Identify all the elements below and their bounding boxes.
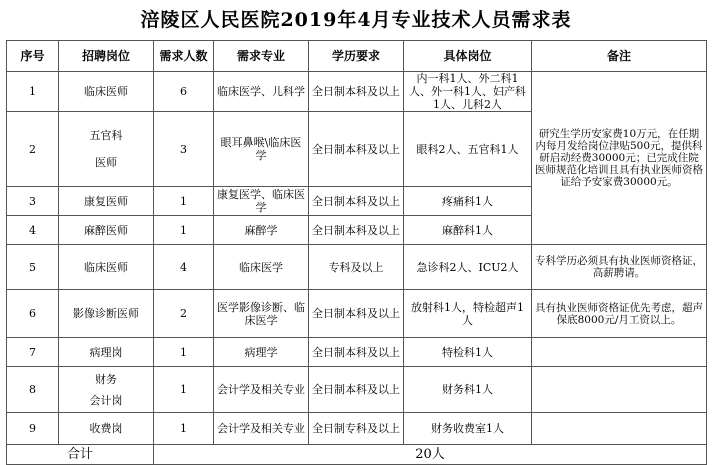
cell-note: 具有执业医师资格证优先考虑，超声保底8000元/月工资以上。 bbox=[532, 290, 707, 338]
cell-position: 收费岗 bbox=[59, 413, 154, 445]
header-major: 需求专业 bbox=[214, 41, 309, 72]
cell-detail: 急诊科2人、ICU2人 bbox=[404, 245, 532, 290]
cell-education: 全日制本科及以上 bbox=[309, 338, 404, 367]
cell-major: 会计学及相关专业 bbox=[214, 367, 309, 413]
page-title: 涪陵区人民医院2019年4月专业技术人员需求表 bbox=[140, 9, 572, 31]
cell-position-line1: 五官科 bbox=[89, 129, 123, 142]
cell-detail: 财务科1人 bbox=[404, 367, 532, 413]
table-row bbox=[7, 367, 707, 413]
cell-position: 麻醉医师 bbox=[59, 216, 154, 245]
cell-count: 3 bbox=[154, 112, 214, 187]
cell-count: 1 bbox=[154, 338, 214, 367]
cell-position: 影像诊断医师 bbox=[59, 290, 154, 338]
cell-detail: 眼科2人、五官科1人 bbox=[404, 112, 532, 187]
cell-major: 临床医学 bbox=[214, 245, 309, 290]
cell-position: 康复医师 bbox=[59, 187, 154, 216]
cell-education: 全日制本科及以上 bbox=[309, 367, 404, 413]
cell-no: 1 bbox=[7, 72, 59, 112]
total-row bbox=[7, 445, 707, 465]
cell-detail: 财务收费室1人 bbox=[404, 413, 532, 445]
cell-count: 1 bbox=[154, 216, 214, 245]
cell-education: 全日制本科及以上 bbox=[309, 187, 404, 216]
cell-detail: 疼痛科1人 bbox=[404, 187, 532, 216]
cell-note-group: 研究生学历安家费10万元，在任期内每月发给岗位津贴500元，提供科研启动经费30000元；已完成住院医师规范化培训且具有执业医师资格证给予安家费30000元。 bbox=[532, 72, 707, 245]
table-row bbox=[7, 413, 707, 445]
cell-note-empty bbox=[532, 367, 707, 413]
cell-no: 6 bbox=[7, 290, 59, 338]
total-value: 20人 bbox=[154, 445, 707, 465]
table-row bbox=[7, 290, 707, 338]
cell-no: 7 bbox=[7, 338, 59, 367]
cell-major: 康复医学、临床医学 bbox=[214, 187, 309, 216]
cell-no: 5 bbox=[7, 245, 59, 290]
table-row bbox=[7, 245, 707, 290]
cell-education: 全日制本科及以上 bbox=[309, 290, 404, 338]
cell-no: 8 bbox=[7, 367, 59, 413]
table-row bbox=[7, 338, 707, 367]
cell-count: 1 bbox=[154, 367, 214, 413]
cell-major: 麻醉学 bbox=[214, 216, 309, 245]
cell-major: 会计学及相关专业 bbox=[214, 413, 309, 445]
cell-note-empty bbox=[532, 413, 707, 445]
cell-education: 全日制专科及以上 bbox=[309, 413, 404, 445]
cell-count: 4 bbox=[154, 245, 214, 290]
cell-major: 眼耳鼻喉\临床医学 bbox=[214, 112, 309, 187]
cell-position-line2: 会计岗 bbox=[89, 393, 123, 407]
cell-major: 病理学 bbox=[214, 338, 309, 367]
header-education: 学历要求 bbox=[309, 41, 404, 72]
cell-education: 全日制本科及以上 bbox=[309, 112, 404, 187]
cell-position: 临床医师 bbox=[59, 245, 154, 290]
cell-detail: 放射科1人，特检超声1人 bbox=[404, 290, 532, 338]
table-row bbox=[7, 72, 707, 112]
cell-no: 3 bbox=[7, 187, 59, 216]
header-note: 备注 bbox=[532, 41, 707, 72]
total-label: 合计 bbox=[7, 445, 154, 465]
cell-detail: 特检科1人 bbox=[404, 338, 532, 367]
cell-no: 2 bbox=[7, 112, 59, 187]
cell-note: 专科学历必须具有执业医师资格证，高薪聘请。 bbox=[532, 245, 707, 290]
cell-position: 病理岗 bbox=[59, 338, 154, 367]
cell-education: 全日制本科及以上 bbox=[309, 216, 404, 245]
recruitment-table bbox=[6, 40, 707, 465]
cell-count: 2 bbox=[154, 290, 214, 338]
cell-education: 专科及以上 bbox=[309, 245, 404, 290]
cell-note-empty bbox=[532, 338, 707, 367]
cell-detail: 内一科1人、外二科1人、外一科1人、妇产科1人、儿科2人 bbox=[404, 72, 532, 112]
header-count: 需求人数 bbox=[154, 41, 214, 72]
cell-major: 医学影像诊断、临床医学 bbox=[214, 290, 309, 338]
cell-major: 临床医学、儿科学 bbox=[214, 72, 309, 112]
cell-education: 全日制本科及以上 bbox=[309, 72, 404, 112]
cell-position bbox=[59, 367, 154, 413]
cell-detail: 麻醉科1人 bbox=[404, 216, 532, 245]
cell-count: 1 bbox=[154, 413, 214, 445]
cell-count: 1 bbox=[154, 187, 214, 216]
header-detail: 具体岗位 bbox=[404, 41, 532, 72]
cell-position-line1: 财务 bbox=[95, 372, 117, 386]
cell-count: 6 bbox=[154, 72, 214, 112]
header-position: 招聘岗位 bbox=[59, 41, 154, 72]
cell-position-line2: 医师 bbox=[95, 156, 117, 169]
cell-no: 4 bbox=[7, 216, 59, 245]
header-no: 序号 bbox=[7, 41, 59, 72]
cell-no: 9 bbox=[7, 413, 59, 445]
cell-position: 临床医师 bbox=[59, 72, 154, 112]
header-row bbox=[7, 41, 707, 72]
cell-position bbox=[59, 112, 154, 187]
